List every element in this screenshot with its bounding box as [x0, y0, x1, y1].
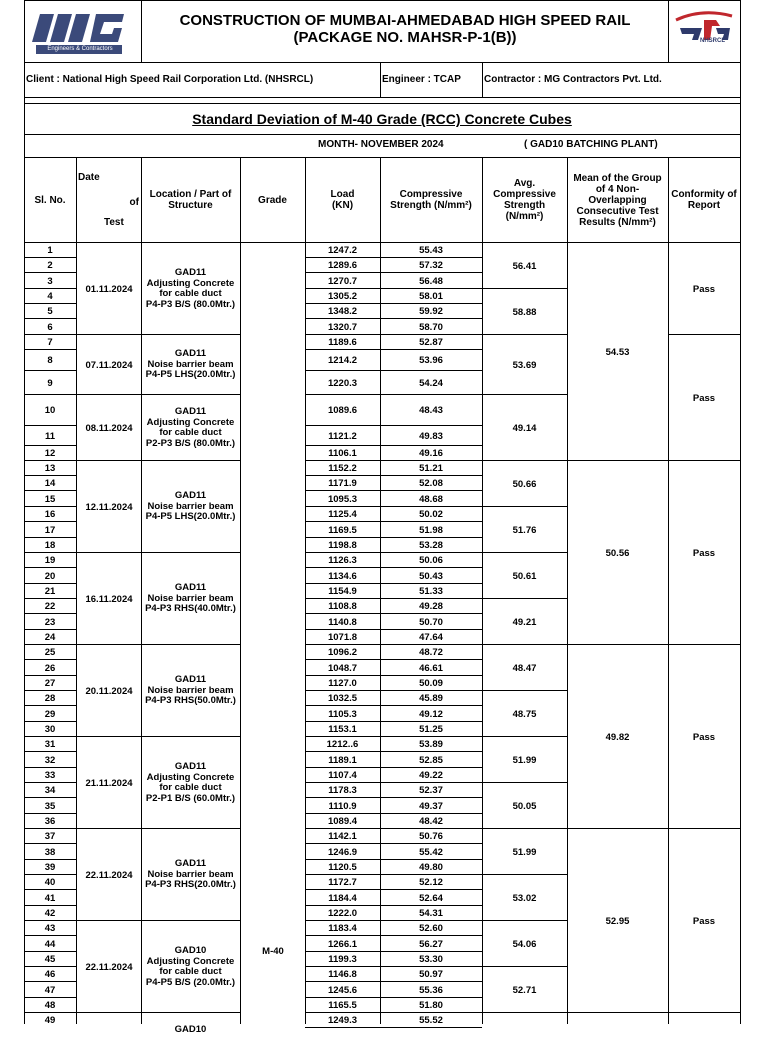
load-cell: 1222.0 [327, 908, 358, 919]
load-cell: 1246.9 [327, 846, 358, 858]
sl-no-cell: 18 [44, 540, 56, 551]
strength-cell: 52.08 [419, 478, 443, 489]
conformity-cell: Pass [692, 915, 716, 927]
strength-cell: 58.70 [419, 321, 443, 333]
strength-cell: 52.85 [419, 754, 443, 766]
strength-cell: 49.83 [419, 430, 443, 442]
location-cell: GAD11 Noise barrier beam P4-P5 LHS(20.0Mtr.) [145, 348, 236, 381]
strength-cell: 48.43 [419, 405, 443, 416]
load-cell: 1089.6 [327, 405, 358, 416]
col-strength: Compressive Strength (N/mm²) [390, 189, 472, 211]
strength-cell: 51.80 [419, 1000, 443, 1011]
sl-no-cell: 15 [44, 493, 56, 505]
conformity-cell: Pass [692, 547, 716, 559]
sl-no-cell: 47 [44, 984, 56, 996]
load-cell: 1134.6 [328, 570, 357, 582]
sl-no-cell: 42 [44, 908, 56, 919]
strength-cell: 49.22 [419, 770, 443, 781]
sl-no-cell: 36 [44, 816, 56, 827]
strength-cell: 50.70 [419, 616, 443, 628]
strength-cell: 53.96 [419, 355, 443, 366]
load-cell: 1199.3 [328, 954, 357, 965]
avg-strength-cell: 50.66 [512, 478, 537, 490]
col-mean: Mean of the Group of 4 Non-Overlapping Consecutive Test Results (N/mm²) [573, 172, 662, 228]
sl-no-cell: 8 [47, 355, 53, 366]
strength-cell: 50.06 [419, 555, 443, 566]
strength-cell: 54.24 [419, 377, 443, 389]
sl-no-cell: 46 [44, 969, 56, 980]
strength-cell: 50.76 [419, 831, 443, 842]
location-cell: GAD11 Noise barrier beam P4-P3 RHS(20.0Mtr.) [145, 858, 236, 891]
grade-value: M-40 [262, 945, 284, 957]
contractor-info: Contractor : MG Contractors Pvt. Ltd. [484, 74, 662, 85]
load-cell: 1165.5 [328, 1000, 357, 1011]
load-cell: 1142.1 [328, 831, 357, 842]
strength-cell: 51.25 [419, 724, 443, 735]
sl-no-cell: 20 [44, 570, 56, 582]
sl-no-cell: 21 [44, 586, 56, 597]
strength-cell: 48.72 [419, 647, 443, 658]
project-title-line1: CONSTRUCTION OF MUMBAI-AHMEDABAD HIGH SPEED RAIL [179, 12, 631, 29]
sl-no-cell: 45 [44, 954, 56, 965]
load-cell: 1121.2 [328, 430, 357, 442]
sl-no-cell: 28 [44, 693, 56, 704]
load-cell: 1289.6 [327, 260, 358, 271]
sl-no-cell: 48 [44, 1000, 56, 1011]
location-cell: GAD11 Noise barrier beam P4-P5 LHS(20.0Mtr.) [145, 490, 236, 523]
strength-cell: 52.12 [419, 877, 443, 888]
load-cell: 1245.6 [327, 984, 358, 996]
load-cell: 1270.7 [327, 275, 358, 287]
col-avg: Avg. Compressive Strength (N/mm²) [493, 178, 556, 222]
date-cell: 12.11.2024 [85, 501, 133, 513]
avg-strength-cell: 49.21 [512, 616, 537, 628]
sl-no-cell: 40 [44, 877, 56, 888]
strength-cell: 55.43 [419, 245, 443, 256]
report-title: Standard Deviation of M-40 Grade (RCC) Concrete Cubes [192, 111, 572, 127]
location-cell: GAD10 [174, 1024, 207, 1036]
date-cell: 22.11.2024 [85, 869, 133, 881]
location-cell: GAD11 Noise barrier beam P4-P3 RHS(50.0Mtr.) [145, 674, 236, 707]
date-cell [77, 1013, 141, 1048]
load-cell: 1178.3 [328, 785, 357, 796]
strength-cell: 53.28 [419, 540, 443, 551]
conformity-cell: Pass [692, 731, 716, 743]
sl-no-cell: 6 [47, 321, 53, 333]
load-cell: 1189.1 [328, 754, 357, 766]
strength-cell: 48.42 [419, 816, 443, 827]
load-cell: 1348.2 [327, 306, 358, 317]
sl-no-cell: 5 [47, 306, 53, 317]
avg-strength-cell: 53.69 [512, 359, 537, 371]
load-cell: 1171.9 [328, 478, 357, 489]
sl-no-cell: 1 [47, 245, 53, 256]
sl-no-cell: 16 [44, 509, 56, 520]
sl-no-cell: 7 [47, 337, 53, 348]
group-mean-cell: 49.82 [605, 731, 630, 743]
strength-cell: 51.33 [419, 586, 443, 597]
location-cell: GAD11 Adjusting Concrete for cable duct P2-P1 B/S (60.0Mtr.) [145, 761, 236, 804]
sl-no-cell: 9 [47, 377, 53, 389]
strength-cell: 51.21 [419, 463, 443, 474]
sl-no-cell: 25 [44, 647, 56, 658]
load-cell: 1108.8 [328, 601, 357, 612]
avg-strength-cell: 51.99 [512, 754, 537, 766]
col-date-line3: Test [104, 217, 124, 228]
sl-no-cell: 29 [44, 708, 56, 720]
strength-cell: 53.30 [419, 954, 443, 965]
avg-strength-cell: 50.61 [512, 570, 537, 582]
load-cell: 1146.8 [328, 969, 357, 980]
strength-cell: 45.89 [419, 693, 443, 704]
location-cell: GAD11 Adjusting Concrete for cable duct P4-P3 B/S (80.0Mtr.) [145, 267, 236, 310]
sl-no-cell: 32 [44, 754, 56, 766]
load-cell: 1153.1 [328, 724, 357, 735]
load-cell: 1169.5 [328, 524, 357, 536]
company-logo-text: Engineers & Contractors [47, 46, 113, 52]
date-cell: 20.11.2024 [85, 685, 133, 697]
load-cell: 1127.0 [328, 678, 357, 689]
load-cell: 1089.4 [327, 816, 358, 827]
load-cell: 1249.3 [327, 1015, 358, 1026]
avg-strength-cell: 56.41 [512, 260, 537, 272]
conformity-cell: Pass [692, 283, 716, 295]
date-cell: 07.11.2024 [85, 359, 133, 371]
client-info: Client : National High Speed Rail Corporation Ltd. (NHSRCL) [26, 74, 314, 85]
project-title [142, 12, 668, 46]
avg-strength-cell: 53.02 [512, 892, 537, 904]
project-title-line2: (PACKAGE NO. MAHSR-P-1(B)) [293, 29, 517, 46]
load-cell: 1125.4 [328, 509, 357, 520]
load-cell: 1140.8 [328, 616, 357, 628]
strength-cell: 49.80 [419, 862, 443, 873]
load-cell: 1220.3 [327, 377, 358, 389]
group-mean-cell: 54.53 [605, 346, 630, 358]
sl-no-cell: 22 [44, 601, 56, 612]
sl-no-cell: 19 [44, 555, 56, 566]
strength-cell: 52.87 [419, 337, 443, 348]
load-cell: 1095.3 [327, 493, 358, 505]
strength-cell: 50.97 [419, 969, 443, 980]
location-cell: GAD11 Adjusting Concrete for cable duct P2-P3 B/S (80.0Mtr.) [145, 406, 236, 449]
sl-no-cell: 31 [44, 739, 56, 750]
engineer-info: Engineer : TCAP [382, 74, 461, 85]
avg-strength-cell: 54.06 [512, 938, 537, 950]
strength-cell: 49.16 [419, 448, 443, 459]
nhsrcl-logo-text: NHSRCL [700, 38, 725, 44]
date-cell: 16.11.2024 [85, 593, 133, 605]
strength-cell: 46.61 [419, 662, 443, 674]
load-cell: 1184.4 [328, 892, 357, 904]
strength-cell: 55.36 [419, 984, 443, 996]
col-load: Load (KN) [330, 189, 355, 211]
avg-strength-cell: 49.14 [512, 422, 537, 434]
sl-no-cell: 41 [44, 892, 56, 904]
load-cell: 1096.2 [327, 647, 358, 658]
avg-strength-cell: 52.71 [512, 984, 537, 996]
strength-cell: 52.64 [419, 892, 443, 904]
strength-cell: 54.31 [419, 908, 443, 919]
plant-label: ( GAD10 BATCHING PLANT) [524, 139, 658, 150]
strength-cell: 59.92 [419, 306, 443, 317]
load-cell: 1172.7 [328, 877, 357, 888]
sl-no-cell: 4 [47, 291, 53, 302]
avg-strength-cell: 51.76 [512, 524, 537, 536]
sl-no-cell: 11 [44, 430, 56, 442]
strength-cell: 56.27 [419, 938, 443, 950]
load-cell: 1107.4 [328, 770, 357, 781]
load-cell: 1183.4 [328, 923, 357, 934]
sl-no-cell: 23 [44, 616, 56, 628]
sl-no-cell: 27 [44, 678, 56, 689]
nhsrcl-logo [672, 6, 736, 58]
sl-no-cell: 35 [44, 800, 56, 812]
strength-cell: 58.01 [419, 291, 443, 302]
date-cell: 08.11.2024 [85, 422, 133, 434]
strength-cell: 56.48 [419, 275, 443, 287]
group-mean-cell: 52.95 [605, 915, 630, 927]
sl-no-cell: 26 [44, 662, 56, 674]
sl-no-cell: 2 [47, 260, 53, 271]
strength-cell: 48.68 [419, 493, 443, 505]
col-grade: Grade [258, 194, 287, 206]
date-cell: 22.11.2024 [85, 961, 133, 973]
load-cell: 1189.6 [328, 337, 357, 348]
sl-no-cell: 30 [44, 724, 56, 735]
load-cell: 1198.8 [328, 540, 357, 551]
load-cell: 1154.9 [328, 586, 357, 597]
group-mean-cell: 50.56 [605, 547, 630, 559]
strength-cell: 55.52 [419, 1015, 443, 1026]
sl-no-cell: 17 [44, 524, 56, 536]
strength-cell: 49.12 [419, 708, 443, 720]
sl-no-cell: 49 [44, 1015, 56, 1026]
load-cell: 1247.2 [327, 245, 358, 256]
strength-cell: 52.37 [419, 785, 443, 796]
location-cell: GAD11 Noise barrier beam P4-P3 RHS(40.0Mtr.) [145, 582, 236, 615]
sl-no-cell: 34 [44, 785, 56, 796]
strength-cell: 50.02 [419, 509, 443, 520]
strength-cell: 49.28 [419, 601, 443, 612]
avg-strength-cell: 51.99 [512, 846, 537, 858]
sl-no-cell: 38 [44, 846, 56, 858]
avg-strength-cell: 48.75 [512, 708, 537, 720]
load-cell: 1105.3 [328, 708, 357, 720]
sl-no-cell: 33 [44, 770, 56, 781]
sl-no-cell: 3 [47, 275, 53, 287]
sl-no-cell: 10 [44, 405, 56, 416]
date-cell: 01.11.2024 [85, 283, 133, 295]
strength-cell: 47.64 [419, 632, 443, 643]
date-cell: 21.11.2024 [85, 777, 133, 789]
sl-no-cell: 39 [44, 862, 56, 873]
col-conformity: Conformity of Report [671, 189, 737, 211]
sl-no-cell: 13 [44, 463, 56, 474]
sl-no-cell: 43 [44, 923, 56, 934]
load-cell: 1266.1 [327, 938, 358, 950]
strength-cell: 49.37 [419, 800, 443, 812]
strength-cell: 50.43 [419, 570, 443, 582]
sl-no-cell: 12 [44, 448, 56, 459]
location-cell: GAD10 Adjusting Concrete for cable duct P4-P5 B/S (20.0Mtr.) [145, 945, 236, 988]
avg-strength-cell: 50.05 [512, 800, 537, 812]
strength-cell: 55.42 [419, 846, 443, 858]
strength-cell: 51.98 [419, 524, 443, 536]
load-cell: 1048.7 [327, 662, 358, 674]
strength-cell: 50.09 [419, 678, 443, 689]
load-cell: 1126.3 [328, 555, 357, 566]
avg-strength-cell: 48.47 [512, 662, 537, 674]
col-sl-no: Sl. No. [34, 194, 66, 206]
load-cell: 1106.1 [328, 448, 357, 459]
load-cell: 1152.2 [328, 463, 357, 474]
avg-strength-cell: 58.88 [512, 306, 537, 318]
col-date-line1: Date [78, 172, 100, 183]
load-cell: 1110.9 [328, 800, 357, 812]
load-cell: 1320.7 [327, 321, 358, 333]
col-location: Location / Part of Structure [149, 189, 232, 211]
load-cell: 1120.5 [328, 862, 357, 873]
strength-cell: 57.32 [419, 260, 443, 271]
col-date-line2: of [129, 197, 139, 208]
load-cell: 1305.2 [327, 291, 358, 302]
company-logo [32, 8, 128, 56]
load-cell: 1032.5 [327, 693, 358, 704]
strength-cell: 52.60 [419, 923, 443, 934]
load-cell: 1071.8 [327, 632, 358, 643]
strength-cell: 53.89 [419, 739, 443, 750]
sl-no-cell: 24 [44, 632, 56, 643]
load-cell: 1212..6 [326, 739, 359, 750]
col-date [76, 158, 141, 242]
load-cell: 1214.2 [327, 355, 358, 366]
sl-no-cell: 44 [44, 938, 56, 950]
sl-no-cell: 37 [44, 831, 56, 842]
conformity-cell: Pass [692, 392, 716, 404]
month-label: MONTH- NOVEMBER 2024 [318, 139, 444, 150]
sl-no-cell: 14 [44, 478, 56, 489]
